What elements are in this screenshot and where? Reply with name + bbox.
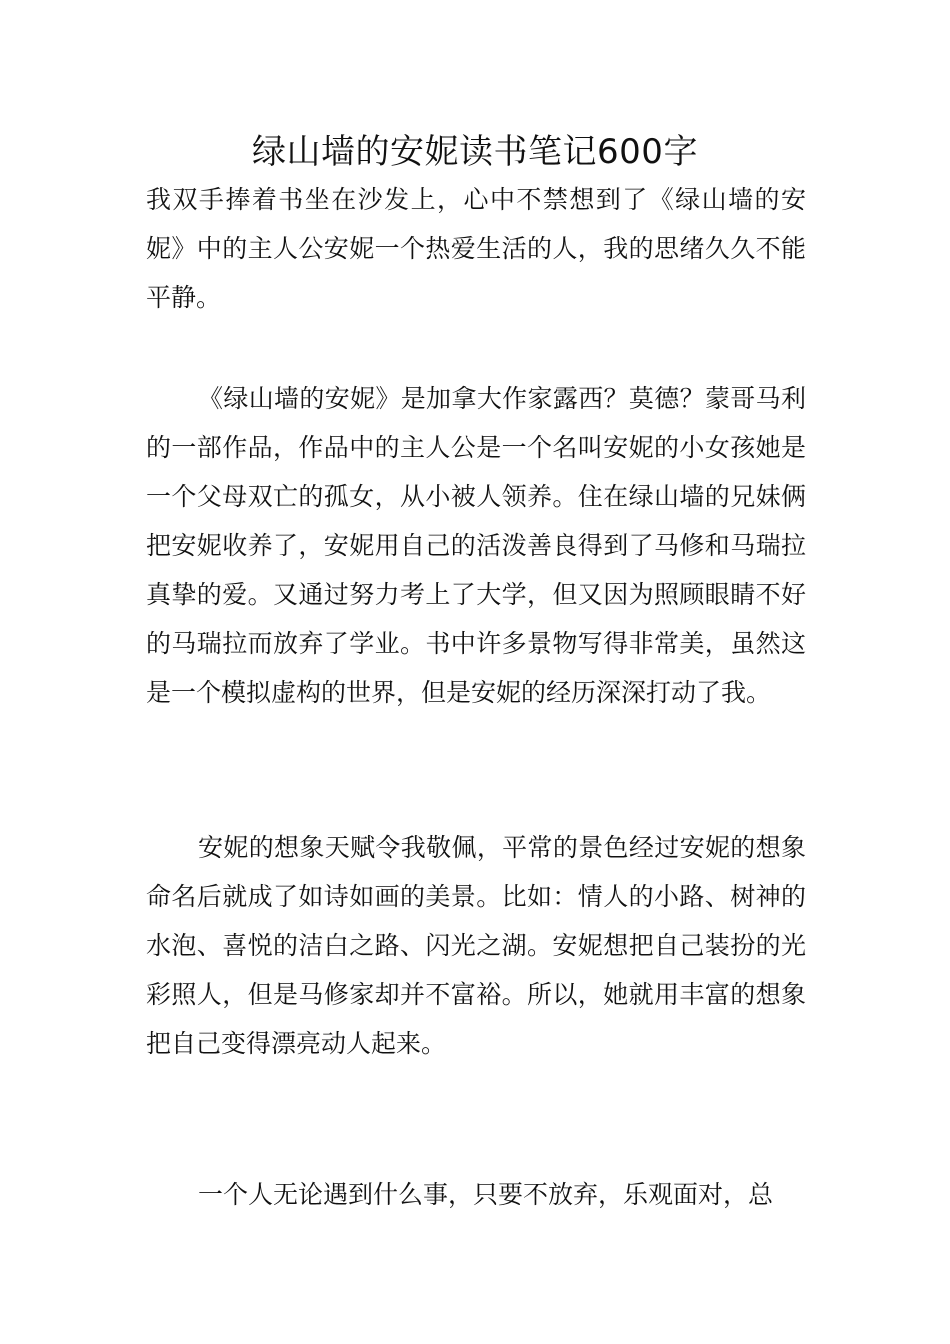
paragraph-1: 我双手捧着书坐在沙发上，心中不禁想到了《绿山墙的安妮》中的主人公安妮一个热爱生活的人，我的思绪久久不能平静。 xyxy=(146,185,806,312)
paragraph-2: 《绿山墙的安妮》是加拿大作家露西？莫德？蒙哥马利的一部作品，作品中的主人公是一个名叫安妮的小女孩她是一个父母双亡的孤女，从小被人领养。住在绿山墙的兄妹俩把安妮收养了，安妮用自己的活泼善良得到了马修和马瑞拉真挚的爱。又通过努力考上了大学，但又因为照顾眼睛不好的马瑞拉而放弃了学业。书中许多景物写得非常美，虽然这是一个模拟虚构的世界，但是安妮的经历深深打动了我。 xyxy=(146,384,806,707)
paragraph-3: 安妮的想象天赋令我敬佩，平常的景色经过安妮的想象命名后就成了如诗如画的美景。比如：情人的小路、树神的水泡、喜悦的洁白之路、闪光之湖。安妮想把自己装扮的光彩照人，但是马修家却并不富裕。所以，她就用丰富的想象把自己变得漂亮动人起来。 xyxy=(146,833,806,1058)
paragraph-4: 一个人无论遇到什么事，只要不放弃，乐观面对，总 xyxy=(198,1180,774,1209)
document-title: 绿山墙的安妮读书笔记600字 xyxy=(252,132,698,172)
